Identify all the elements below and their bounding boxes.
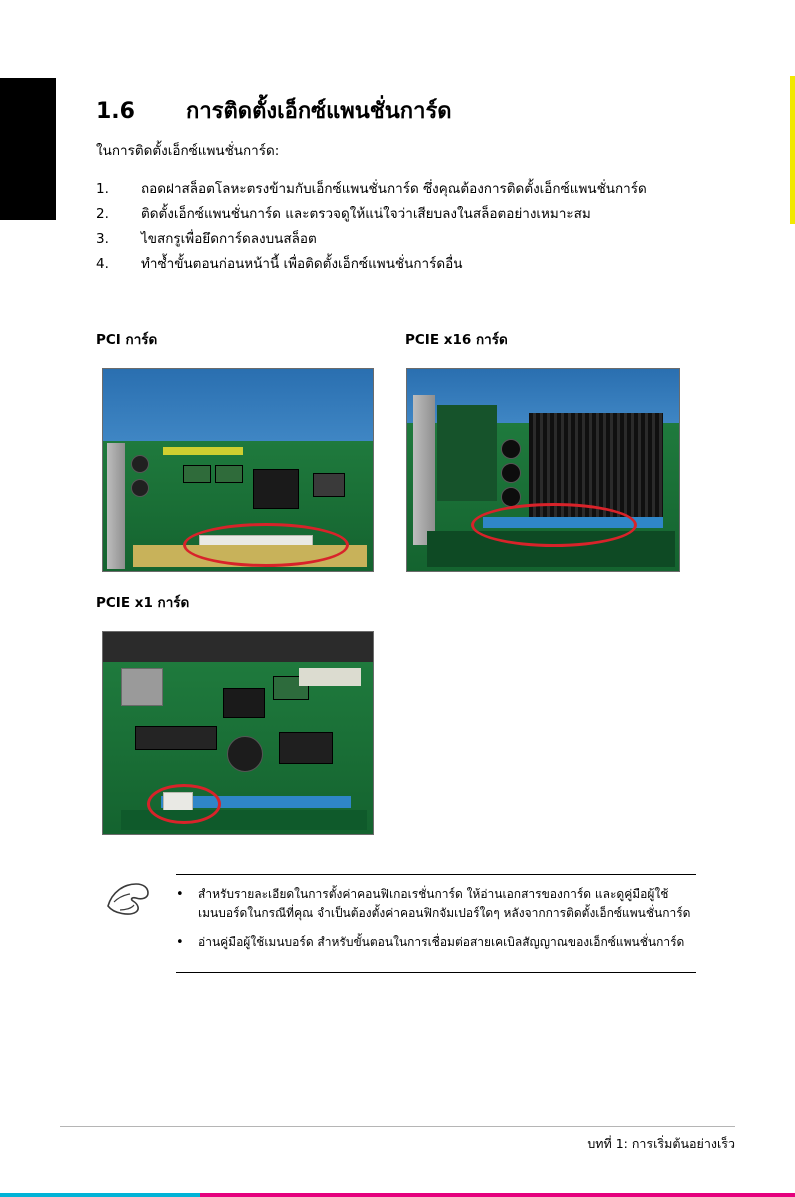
note-bottom-rule bbox=[176, 972, 696, 973]
list-item bbox=[96, 229, 736, 250]
step-text: ถอดฝาสล็อตโลหะตรงข้ามกับเอ็กซ์แพนชั่นการ์ด ซึ่งคุณต้องการติดตั้งเอ็กซ์แพนชั่นการ์ด bbox=[141, 181, 647, 197]
section-heading bbox=[96, 93, 716, 128]
bottom-edge-magenta-bar bbox=[200, 1193, 795, 1197]
note-hand-icon bbox=[100, 876, 156, 920]
step-text: ทำซ้ำขั้นตอนก่อนหน้านี้ เพื่อติดตั้งเอ็กซ์แพนชั่นการ์ดอื่น bbox=[141, 256, 463, 272]
bullet-icon: • bbox=[176, 935, 184, 950]
highlight-ellipse-pcie-x1 bbox=[147, 784, 221, 824]
note-box bbox=[176, 874, 696, 973]
bottom-edge-cyan-bar bbox=[0, 1193, 200, 1197]
bullet-icon: • bbox=[176, 887, 184, 902]
figure-caption-pci: PCI การ์ด bbox=[96, 332, 158, 348]
list-item bbox=[176, 885, 696, 923]
list-item bbox=[96, 204, 736, 225]
highlight-ellipse-pcie-x16 bbox=[471, 503, 637, 547]
list-item bbox=[176, 933, 696, 952]
right-edge-yellow-bar bbox=[790, 76, 795, 224]
steps-list bbox=[96, 179, 736, 279]
step-text: ติดตั้งเอ็กซ์แพนชั่นการ์ด และตรวจดูให้แน่ใจว่าเสียบลงในสล็อตอย่างเหมาะสม bbox=[141, 206, 591, 222]
note-text: อ่านคู่มือผู้ใช้เมนบอร์ด สำหรับขั้นตอนในการเชื่อมต่อสายเคเบิลสัญญาณของเอ็กซ์แพนชั่นการ์ด bbox=[198, 935, 685, 949]
section-title: การติดตั้งเอ็กซ์แพนชั่นการ์ด bbox=[186, 99, 452, 124]
photo-pcie-x1-card bbox=[102, 631, 374, 835]
section-number: 1.6 bbox=[96, 99, 135, 124]
footer-divider bbox=[60, 1126, 735, 1127]
step-number: 1. bbox=[96, 181, 109, 197]
photo-pci-card bbox=[102, 368, 374, 572]
note-body bbox=[176, 875, 696, 972]
step-text: ไขสกรูเพื่อยึดการ์ดลงบนสล็อต bbox=[141, 231, 317, 247]
step-number: 3. bbox=[96, 231, 109, 247]
step-number: 4. bbox=[96, 256, 109, 272]
step-number: 2. bbox=[96, 206, 109, 222]
bottom-edge-white-gap bbox=[0, 1187, 795, 1189]
figure-caption-pcie-x1: PCIE x1 การ์ด bbox=[96, 595, 190, 611]
photo-pcie-x16-card bbox=[406, 368, 680, 572]
note-text: สำหรับรายละเอียดในการตั้งค่าคอนฟิเกอเรชั่นการ์ด ให้อ่านเอกสารของการ์ด และดูคู่มือผู้ใช้เมนบอร์ดในกรณีที่คุณ จำเป็นต้องตั้งค่าคอนฟิกจัมเปอร์ใดๆ หลังจากการติดตั้งเอ็กซ์แพนชั่นการ์ด bbox=[198, 887, 691, 920]
list-item bbox=[96, 179, 736, 200]
left-edge-black-bar bbox=[0, 78, 56, 220]
list-item bbox=[96, 254, 736, 275]
figure-caption-pcie-x16: PCIE x16 การ์ด bbox=[405, 332, 508, 348]
footer-chapter-label: บทที่ 1: การเริ่มต้นอย่างเร็ว bbox=[587, 1136, 735, 1151]
intro-paragraph: ในการติดตั้งเอ็กซ์แพนชั่นการ์ด: bbox=[96, 143, 280, 159]
highlight-ellipse-pci bbox=[183, 523, 349, 567]
